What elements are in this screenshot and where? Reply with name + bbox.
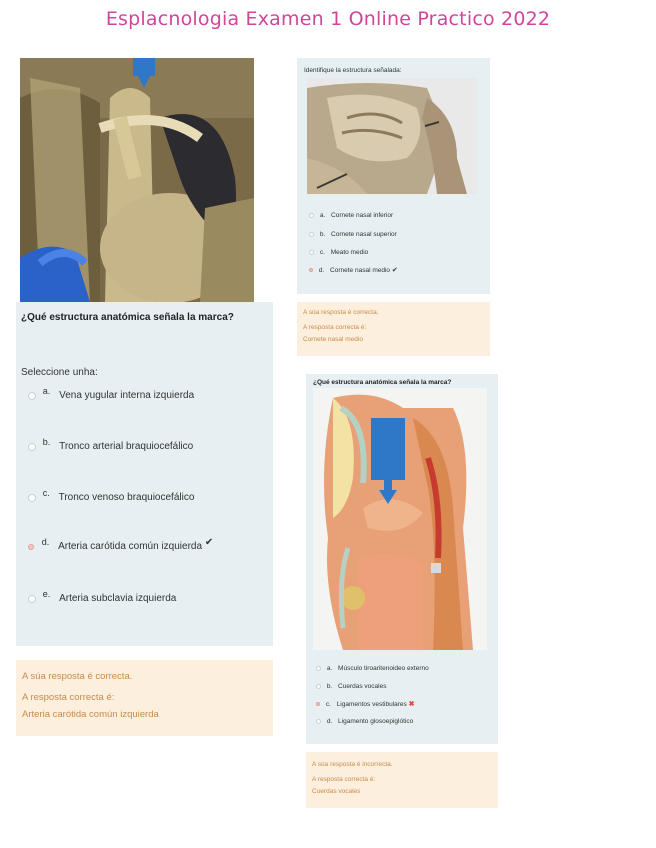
radio-button[interactable] [316, 719, 321, 724]
question-1-feedback [16, 660, 273, 736]
option-letter: a. [326, 665, 333, 672]
radio-button[interactable] [316, 666, 321, 671]
option-label: Cornete nasal inferior [331, 212, 394, 219]
option-letter: a. [42, 386, 51, 396]
radio-button-selected[interactable] [316, 702, 320, 706]
q3-option-a[interactable] [316, 665, 429, 672]
feedback-result: A súa resposta é correcta. [22, 671, 133, 682]
option-label: Músculo tiroaritenoideo externo [338, 665, 429, 672]
sagittal-head-photo [307, 78, 477, 194]
option-letter: b. [42, 437, 51, 447]
option-label: Meato medio [330, 249, 369, 256]
radio-button[interactable] [309, 232, 314, 237]
option-letter: a. [319, 212, 326, 219]
feedback-result: A súa resposta é correcta. [303, 309, 379, 316]
check-icon: ✔ [204, 537, 214, 548]
q2-option-d[interactable] [309, 266, 398, 274]
larynx-model-photo [313, 388, 487, 650]
option-label: Ligamentos vestibulares [336, 701, 407, 708]
q1-option-a[interactable] [28, 386, 194, 401]
q3-option-d[interactable] [316, 718, 413, 725]
feedback-answer: Cuerdas vocales [312, 788, 361, 795]
q1-option-b[interactable] [28, 437, 193, 452]
option-label: Arteria subclavia izquierda [59, 593, 177, 605]
question-3-text: ¿Qué estructura anatómica señala la marca? [313, 379, 452, 386]
marker-arrow-icon [132, 58, 156, 88]
q1-option-e[interactable] [28, 589, 176, 604]
option-letter: d. [326, 718, 333, 725]
option-letter: b. [319, 231, 326, 238]
question-3-feedback [306, 752, 498, 808]
option-label: Cornete nasal superior [331, 231, 397, 238]
page-title: Esplacnologia Examen 1 Online Practico 2022 [105, 8, 551, 30]
option-label: Tronco arterial braquiocefálico [59, 441, 194, 453]
radio-button[interactable] [28, 494, 36, 502]
cadaver-thorax-photo [20, 58, 254, 302]
option-letter: c. [325, 701, 331, 708]
q2-option-a[interactable] [309, 212, 393, 219]
radio-button[interactable] [316, 684, 321, 689]
question-2-text: Identifique la estructura señalada: [304, 67, 402, 74]
option-label: Tronco venoso braquiocefálico [58, 492, 195, 504]
marker-arrow-icon [371, 418, 405, 504]
radio-button-selected[interactable] [28, 544, 34, 550]
question-1-text: ¿Qué estructura anatómica señala la marca? [21, 312, 234, 323]
option-letter: b. [326, 683, 333, 690]
q3-option-c[interactable] [316, 700, 414, 708]
q1-option-c[interactable] [28, 488, 194, 503]
option-label: Vena yugular interna izquierda [59, 390, 195, 402]
option-letter: d. [318, 267, 325, 274]
question-1-prompt: Seleccione unha: [21, 367, 98, 378]
feedback-result: A súa resposta é incorrecta. [312, 761, 393, 768]
radio-button[interactable] [309, 250, 314, 255]
radio-button-selected[interactable] [309, 268, 313, 272]
feedback-answer-label: A resposta correcta é: [312, 776, 376, 783]
feedback-answer-label: A resposta correcta é: [22, 692, 115, 703]
option-label: Arteria carótida común izquierda [58, 541, 203, 553]
feedback-answer: Arteria carótida común izquierda [22, 709, 159, 720]
q1-option-d[interactable] [28, 537, 213, 552]
question-2-feedback [297, 302, 490, 356]
option-letter: c. [42, 488, 50, 498]
cross-icon: ✖ [408, 701, 415, 708]
q2-option-b[interactable] [309, 231, 397, 238]
option-label: Ligamento glosoepiglótico [338, 718, 414, 725]
feedback-answer: Cornete nasal medio [303, 336, 363, 343]
q3-option-b[interactable] [316, 683, 386, 690]
radio-button[interactable] [28, 443, 36, 451]
feedback-answer-label: A resposta correcta é: [303, 324, 367, 331]
q2-option-c[interactable] [309, 249, 368, 256]
option-label: Cornete nasal medio [330, 267, 391, 274]
radio-button[interactable] [28, 392, 36, 400]
option-letter: c. [319, 249, 325, 256]
check-icon: ✔ [391, 267, 398, 274]
radio-button[interactable] [28, 595, 36, 603]
option-label: Cuerdas vocales [338, 683, 387, 690]
option-letter: e. [42, 589, 51, 599]
option-letter: d. [41, 537, 50, 547]
radio-button[interactable] [309, 213, 314, 218]
